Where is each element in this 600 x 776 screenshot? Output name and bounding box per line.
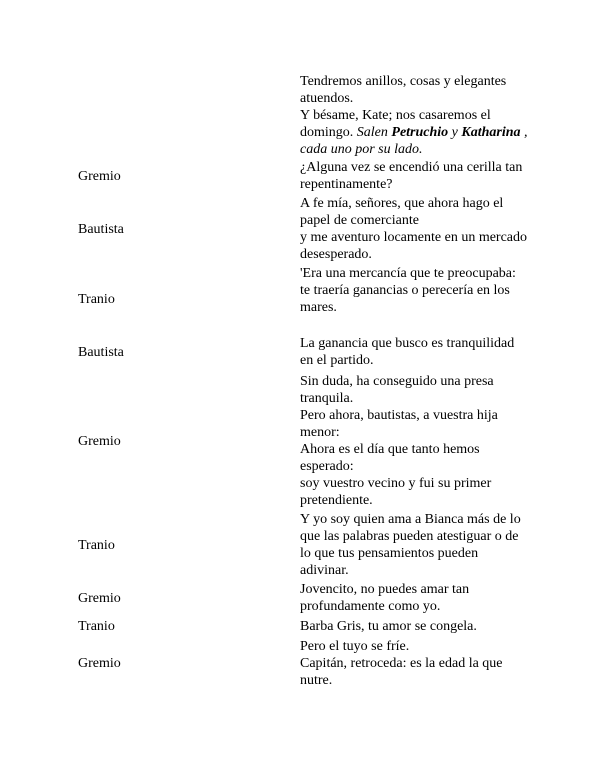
speaker-name: Tranio — [78, 292, 115, 307]
dialogue-block — [300, 195, 530, 263]
dialogue-line: A fe mía, señores, que ahora hago el papel de comerciante — [300, 196, 504, 228]
dialogue-block — [300, 373, 530, 509]
dialogue-block — [300, 159, 530, 193]
dialogue-line: Tendremos anillos, cosas y elegantes atuendos. — [300, 74, 507, 106]
stage-character-name: Katharina — [461, 125, 521, 140]
dialogue-line: Barba Gris, tu amor se congela. — [300, 619, 477, 634]
dialogue-block — [300, 73, 530, 158]
stage-direction-post: , cada uno por su lado. — [300, 125, 528, 157]
dialogue-block — [300, 638, 530, 689]
dialogue-line: soy vuestro vecino y fui su primer pretendiente. — [300, 476, 492, 508]
dialogue-line: 'Era una mercancía que te preocupaba: — [300, 266, 516, 281]
dialogue-line: ¿Alguna vez se encendió una cerilla tan repentinamente? — [300, 160, 523, 192]
dialogue-line: Sin duda, ha conseguido una presa tranquila. — [300, 374, 494, 406]
dialogue-text: Y bésame, Kate; nos casaremos el domingo. — [300, 108, 491, 140]
dialogue-line: Capitán, retroceda: es la edad la que nutre. — [300, 656, 503, 688]
dialogue-line: Ahora es el día que tanto hemos esperado: — [300, 442, 480, 474]
stage-direction-pre: Salen — [356, 125, 388, 140]
dialogue-block — [300, 511, 530, 579]
dialogue-block — [300, 581, 530, 615]
dialogue-line: y me aventuro locamente en un mercado desesperado. — [300, 230, 528, 262]
speaker-name: Bautista — [78, 222, 124, 237]
speaker-name: Gremio — [78, 434, 121, 449]
speaker-name: Bautista — [78, 345, 124, 360]
speaker-name: Gremio — [78, 591, 121, 606]
dialogue-line-with-stage-direction — [300, 107, 530, 158]
stage-direction-mid: y — [451, 125, 458, 140]
dialogue-block — [300, 265, 530, 316]
speaker-name: Gremio — [78, 656, 121, 671]
speaker-name: Tranio — [78, 619, 115, 634]
stage-character-name: Petruchio — [391, 125, 449, 140]
dialogue-line: Y yo soy quien ama a Bianca más de lo que las palabras pueden atestiguar o de lo que tus pensamientos pueden adivinar. — [300, 512, 521, 578]
dialogue-line: Jovencito, no puedes amar tan profundamente como yo. — [300, 582, 470, 614]
dialogue-line: te traería ganancias o perecería en los mares. — [300, 283, 510, 315]
dialogue-line: La ganancia que busco es tranquilidad en el partido. — [300, 336, 515, 368]
dialogue-line: Pero el tuyo se fríe. — [300, 639, 410, 654]
speaker-name: Tranio — [78, 538, 115, 553]
dialogue-block — [300, 335, 530, 369]
dialogue-line: Pero ahora, bautistas, a vuestra hija menor: — [300, 408, 498, 440]
dialogue-block — [300, 618, 530, 635]
speaker-name: Gremio — [78, 169, 121, 184]
